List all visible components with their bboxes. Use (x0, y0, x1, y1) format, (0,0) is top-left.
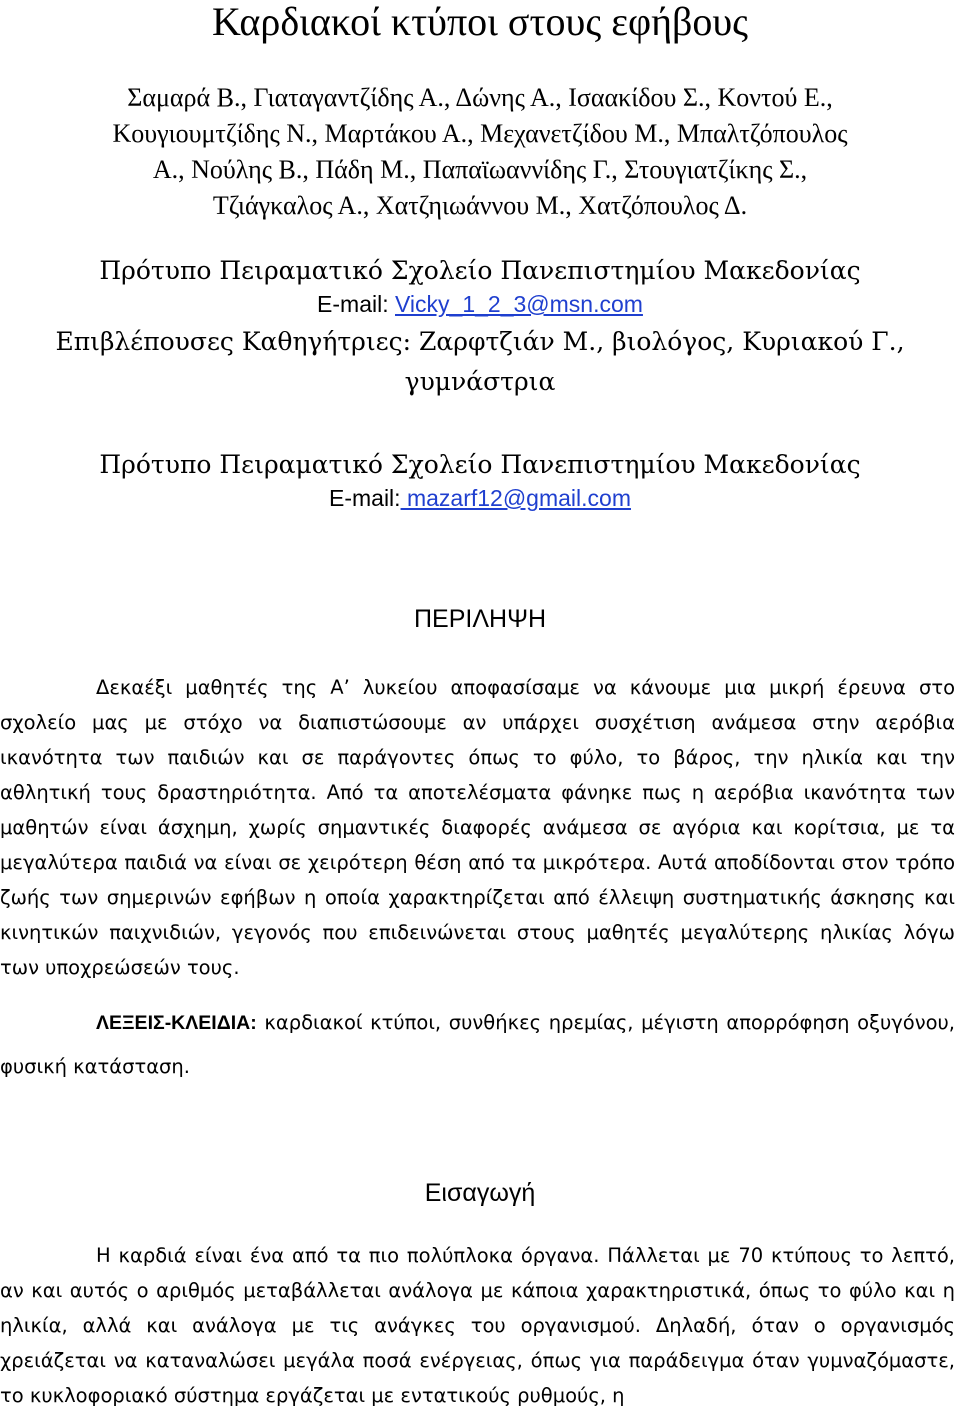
supervisors-line: Επιβλέπουσες Καθηγήτριες: Ζαρφτζιάν Μ., βιολόγος, Κυριακού Γ., (55, 327, 905, 356)
email-link-secondary[interactable]: mazarf12@gmail.com (400, 485, 631, 511)
author-line: Τζιάγκαλος Α., Χατζηιωάννου Μ., Χατζόπουλος Δ. (212, 191, 748, 220)
author-line: Α., Νούλης Β., Πάδη Μ., Παπαϊωαννίδης Γ., Στουγιατζίκης Σ., (152, 155, 808, 184)
email-line-primary (0, 290, 960, 318)
keywords-label: ΛΕΞΕΙΣ-ΚΛΕΙΔΙΑ: (96, 1012, 257, 1034)
abstract-paragraph (0, 670, 955, 985)
affiliation-secondary: Πρότυπο Πειραματικό Σχολείο Πανεπιστημίου Μακεδονίας (99, 450, 861, 479)
supervisors-block (0, 322, 960, 402)
email-label: E-mail: (329, 485, 401, 511)
keywords-paragraph (0, 1001, 955, 1089)
email-line-secondary (0, 484, 960, 512)
email-label: E-mail: (317, 291, 395, 317)
author-line: Κουγιουμτζίδης Ν., Μαρτάκου Α., Μεχανετζίδου Μ., Μπαλτζόπουλος (112, 119, 848, 148)
abstract-heading: ΠΕΡΙΛΗΨΗ (413, 605, 547, 633)
supervisors-line: γυμνάστρια (404, 367, 556, 396)
intro-paragraph (0, 1238, 955, 1413)
keywords-text: καρδιακοί κτύποι, συνθήκες ηρεμίας, μέγιστη απορρόφηση οξυγόνου, φυσική κατάσταση. (0, 1011, 955, 1078)
affiliation-primary: Πρότυπο Πειραματικό Σχολείο Πανεπιστημίου Μακεδονίας (99, 256, 861, 285)
author-list (0, 80, 960, 224)
intro-heading: Εισαγωγή (424, 1179, 536, 1207)
email-link-primary[interactable]: Vicky_1_2_3@msn.com (395, 291, 643, 317)
intro-text: Η καρδιά είναι ένα από τα πιο πολύπλοκα όργανα. Πάλλεται με 70 κτύπους το λεπτό, αν και αυτός ο αριθμός μεταβάλλεται ανάλογα με κάποια χαρακτηριστικά, όπως το φύλο και η ηλικία, αλλά και ανάλογα με τις ανάγκες του οργανισμού. Δηλαδή, όταν ο οργανισμός χρειάζεται να καταναλώσει μεγάλα ποσά ενέργειας, όπως για παράδειγμα όταν γυμναζόμαστε, το κυκλοφοριακό σύστημα εργάζεται με εντατικούς ρυθμούς, η (0, 1244, 955, 1407)
abstract-text: Δεκαέξι μαθητές της Α’ λυκείου αποφασίσαμε να κάνουμε μια μικρή έρευνα στο σχολείο μας με στόχο να διαπιστώσουμε αν υπάρχει συσχέτιση ανάμεσα στην αερόβια ικανότητα των παιδιών και σε παράγοντες όπως το φύλο, το βάρος, την ηλικία και την αθλητική τους δραστηριότητα. Από τα αποτελέσματα φάνηκε πως η αερόβια ικανότητα των μαθητών είναι άσχημη, χωρίς σημαντικές διαφορές ανάμεσα σε αγόρια και κορίτσια, με τα μεγαλύτερα παιδιά να είναι σε χειρότερη θέση από τα μικρότερα. Αυτά αποδίδονται στον τρόπο ζωής των σημερινών εφήβων η οποία χαρακτηρίζεται από έλλειψη συστηματικής άσκησης και κινητικών παιχνιδιών, γεγονός που επιδεινώνεται στους μαθητές μεγαλύτερης ηλικίας λόγω των υποχρεώσεών τους. (0, 676, 955, 979)
document-title: Καρδιακοί κτύποι στους εφήβους (212, 0, 748, 44)
author-line: Σαμαρά Β., Γιαταγαντζίδης Α., Δώνης Α., Ισαακίδου Σ., Κοντού Ε., (127, 83, 833, 112)
